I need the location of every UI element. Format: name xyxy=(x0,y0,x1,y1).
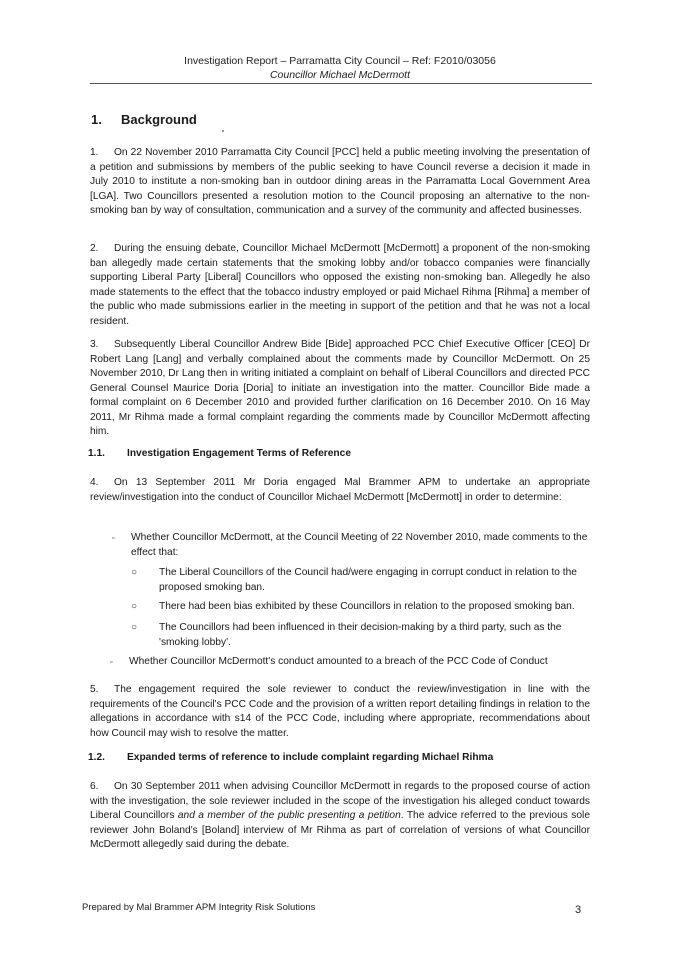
bullet-item-comments xyxy=(112,531,590,560)
paragraph-number: 6. xyxy=(90,781,99,792)
paragraph-text-start: On 30 September 2011 when advising Councillor McDermott in regards to the proposed course of action with the investigation, the sole reviewer included in the scope of the investigation his alleged conduct towards Liberal Councillors xyxy=(90,781,590,821)
subsection-heading-expanded-terms xyxy=(88,752,493,763)
sub-bullet-text: There had been bias exhibited by these Councillors in relation to the proposed smoking ban. xyxy=(159,601,575,612)
paragraph-text-end: . The advice referred to the previous sole reviewer John Boland's [Boland] interview of Mr Rihma as part of correlation of versions of what Councillor McDermott allegedly said during the debate. xyxy=(90,810,590,850)
subsection-title: Expanded terms of reference to include complaint regarding Michael Rihma xyxy=(127,752,494,763)
paragraph-2 xyxy=(90,242,590,329)
paragraph-3 xyxy=(90,338,590,440)
paragraph-text: During the ensuing debate, Councillor Michael McDermott [McDermott] a proponent of the non-smoking ban allegedly made certain statements that the smoking lobby and/or tobacco companies were financially supporting Liberal Party [Liberal] Councillors who opposed the existing non-smoking ban. Allegedly he also made statements to the effect that the tobacco industry employed or paid Michael Rihma [Rihma] a member of the public who made submissions earlier in the meeting in support of the petition and that he was not a local resident. xyxy=(90,243,590,327)
subsection-number: 1.2. xyxy=(88,752,105,763)
paragraph-text: On 13 September 2011 Mr Doria engaged Mal Brammer APM to undertake an appropriate review/investigation into the conduct of Councillor Michael McDermott [McDermott] in order to determine: xyxy=(90,477,590,503)
square-bullet-icon: ▫ xyxy=(112,535,115,542)
bullet-text: Whether Councillor McDermott, at the Council Meeting of 22 November 2010, made comments to the effect that: xyxy=(131,532,588,558)
section-title: Background xyxy=(121,112,197,127)
footer-prepared-by: Prepared by Mal Brammer APM Integrity Risk Solutions xyxy=(82,902,316,913)
bullet-text: Whether Councillor McDermott's conduct amounted to a breach of the PCC Code of Conduct xyxy=(129,656,548,667)
header-report-title: Investigation Report – Parramatta City Council – Ref: F2010/03056 xyxy=(184,55,496,67)
paragraph-text: Subsequently Liberal Councillor Andrew Bide [Bide] approached PCC Chief Executive Officer [CEO] Dr Robert Lang [Lang] and verbally complained about the comments made by Councillor McDermott. On 25 November 2010, Dr Lang then in writing initiated a complaint on behalf of Liberal Councillors and directed PCC General Counsel Maurice Doria [Doria] to initiate an investigation into the matter. Councillor Bide made a formal complaint on 6 December 2010 and provided further clarification on 16 December 2010. On 16 May 2011, Mr Rihma made a formal complaint regarding the comments made by Councillor McDermott affecting him. xyxy=(90,339,590,437)
paragraph-4 xyxy=(90,476,590,505)
paragraph-6 xyxy=(90,780,590,853)
section-number: 1. xyxy=(91,112,102,127)
subsection-heading-terms-of-reference xyxy=(88,448,351,459)
paragraph-1 xyxy=(90,146,590,219)
subsection-number: 1.1. xyxy=(88,448,105,459)
paragraph-5 xyxy=(90,683,590,741)
subsection-title: Investigation Engagement Terms of Reference xyxy=(127,448,351,459)
bullet-item-code-breach xyxy=(110,655,588,670)
paragraph-number: 5. xyxy=(90,684,99,695)
page-number: 3 xyxy=(575,904,582,916)
scan-speck xyxy=(222,130,224,132)
section-heading-background xyxy=(91,112,197,127)
circle-bullet-icon: ○ xyxy=(131,567,138,578)
square-bullet-icon: ▫ xyxy=(110,659,113,666)
sub-bullet-corrupt-conduct xyxy=(131,566,590,595)
sub-bullet-third-party xyxy=(131,621,590,650)
paragraph-text: The engagement required the sole reviewer to conduct the review/investigation in line with the requirements of the Council's PCC Code and the provision of a written report detailing findings in relation to the allegations in accordance with s14 of the PCC Code, including where appropriate, recommendations about how Council may wish to resolve the matter. xyxy=(90,684,590,739)
circle-bullet-icon: ○ xyxy=(131,601,138,612)
paragraph-number: 2. xyxy=(90,243,99,254)
header-divider xyxy=(90,83,592,84)
circle-bullet-icon: ○ xyxy=(131,622,138,633)
paragraph-text-emphasis: and a member of the public presenting a petition xyxy=(177,810,401,821)
paragraph-number: 4. xyxy=(90,477,99,488)
header-subject: Councillor Michael McDermott xyxy=(269,69,411,81)
sub-bullet-text: The Councillors had been influenced in their decision-making by a third party, such as the 'smoking lobby'. xyxy=(159,622,562,648)
paragraph-number: 1. xyxy=(90,147,99,158)
paragraph-text: On 22 November 2010 Parramatta City Council [PCC] held a public meeting involving the presentation of a petition and submissions by members of the public seeking to have Council reverse a decision it made in July 2010 to institute a non-smoking ban in outdoor dining areas in the Parramatta Local Government Area [LGA]. Two Councillors presented a resolution motion to the Council proposing an alternative to the non-smoking ban by way of consultation, communication and a survey of the community and affected businesses. xyxy=(90,147,590,216)
sub-bullet-text: The Liberal Councillors of the Council had/were engaging in corrupt conduct in relation to the proposed smoking ban. xyxy=(159,567,577,593)
paragraph-number: 3. xyxy=(90,339,99,350)
sub-bullet-bias xyxy=(131,600,590,615)
